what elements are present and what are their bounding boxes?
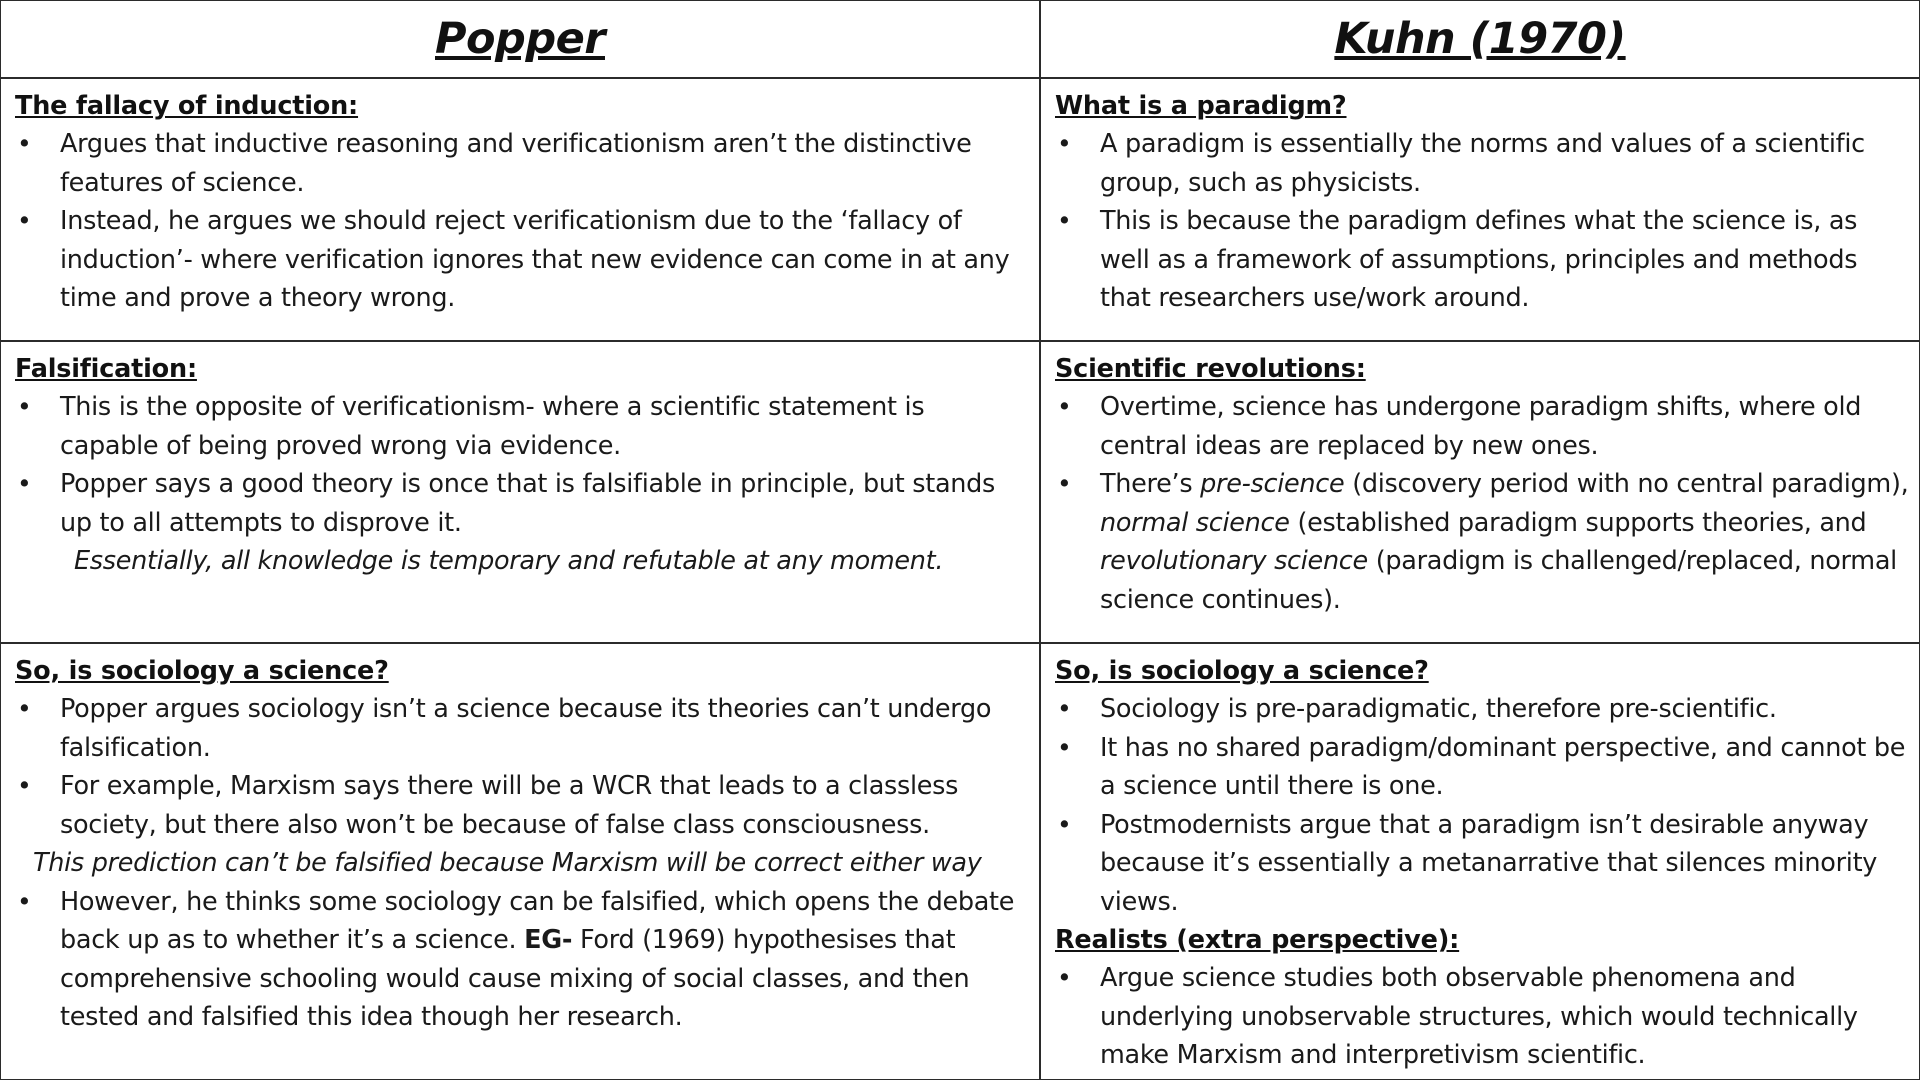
popper-falsification-list (15, 388, 1029, 542)
list-item: • It has no shared paradigm/dominant perspective, and cannot be a science until there is one. (1055, 729, 1909, 806)
header-popper-text: Popper (435, 14, 605, 64)
popper-sociology-cell (1, 644, 1041, 1079)
list-item: • This is because the paradigm defines what the science is, as well as a framework of assumptions, principles and methods that researchers use/work around. (1055, 202, 1909, 318)
popper-induction-list (15, 125, 1029, 318)
list-item: • Popper argues sociology isn’t a science because its theories can’t undergo falsification. (15, 690, 1029, 767)
text-segment: Ford (1969) hypothesises that comprehensive schooling would cause mixing of social classes, and then tested and falsified this idea though her research. (60, 925, 970, 1032)
kuhn-paradigm-list (1055, 125, 1909, 318)
revolutionary-science-term: revolutionary science (1100, 546, 1368, 576)
list-item (15, 883, 1029, 1037)
text-segment: There’s (1100, 469, 1193, 499)
popper-sociology-note: This prediction can’t be falsified because Marxism will be correct either way (33, 848, 982, 878)
kuhn-revolutions-title: Scientific revolutions: (1055, 354, 1366, 384)
popper-induction-title: The fallacy of induction: (15, 91, 359, 121)
list-item: • Postmodernists argue that a paradigm isn’t desirable anyway because it’s essentially a metanarrative that silences minority views. (1055, 806, 1909, 922)
header-kuhn (1041, 1, 1919, 79)
kuhn-revolutions-cell (1041, 342, 1919, 644)
kuhn-paradigm-cell (1041, 79, 1919, 342)
text-segment: (established paradigm supports theories, and (1297, 507, 1867, 538)
kuhn-sociology-list (1055, 690, 1909, 921)
text-segment: (discovery period with no central paradigm), (1352, 469, 1909, 499)
list-item: • Instead, he argues we should reject verificationism due to the ‘fallacy of induction’- where verification ignores that new evidence can come in at any time and prove a theory wrong. (15, 202, 1029, 318)
pre-science-term: pre-science (1200, 469, 1345, 499)
kuhn-revolutions-list (1055, 388, 1909, 619)
kuhn-sociology-cell (1041, 644, 1919, 1079)
popper-sociology-list-2 (15, 883, 1029, 1037)
list-item: • This is the opposite of verificationism- where a scientific statement is capable of being proved wrong via evidence. (15, 388, 1029, 465)
popper-falsification-cell (1, 342, 1041, 644)
normal-science-term: normal science (1100, 507, 1290, 538)
list-item: • Overtime, science has undergone paradigm shifts, where old central ideas are replaced by new ones. (1055, 388, 1909, 465)
list-item: • A paradigm is essentially the norms and values of a scientific group, such as physicists. (1055, 125, 1909, 202)
popper-falsification-title: Falsification: (15, 354, 197, 384)
kuhn-realists-title: Realists (extra perspective): (1055, 925, 1460, 955)
popper-sociology-list (15, 690, 1029, 844)
header-kuhn-text: Kuhn (1970) (1334, 14, 1626, 64)
text-segment: (paradigm is challenged/replaced, normal science continues). (1100, 546, 1897, 615)
kuhn-paradigm-title: What is a paradigm? (1055, 91, 1347, 121)
list-item: • Argues that inductive reasoning and verificationism aren’t the distinctive features of science. (15, 125, 1029, 202)
text-segment: However, he thinks some sociology can be falsified, which opens the debate back up as to whether it’s a science. (60, 886, 1015, 955)
kuhn-realists-list (1055, 959, 1909, 1075)
popper-induction-cell (1, 79, 1041, 342)
popper-sociology-title: So, is sociology a science? (15, 656, 389, 686)
list-item: • For example, Marxism says there will be a WCR that leads to a classless society, but there also won’t be because of false class consciousness. (15, 767, 1029, 844)
list-item (1055, 465, 1909, 619)
popper-falsification-note: Essentially, all knowledge is temporary and refutable at any moment. (74, 546, 944, 576)
list-item: • Sociology is pre-paradigmatic, therefore pre-scientific. (1055, 690, 1909, 729)
kuhn-sociology-title: So, is sociology a science? (1055, 656, 1429, 686)
list-item: • Argue science studies both observable phenomena and underlying unobservable structures, which would technically make Marxism and interpretivism scientific. (1055, 959, 1909, 1075)
eg-label: EG- (524, 925, 573, 955)
header-popper (1, 1, 1041, 79)
list-item: • Popper says a good theory is once that is falsifiable in principle, but stands up to all attempts to disprove it. (15, 465, 1029, 542)
